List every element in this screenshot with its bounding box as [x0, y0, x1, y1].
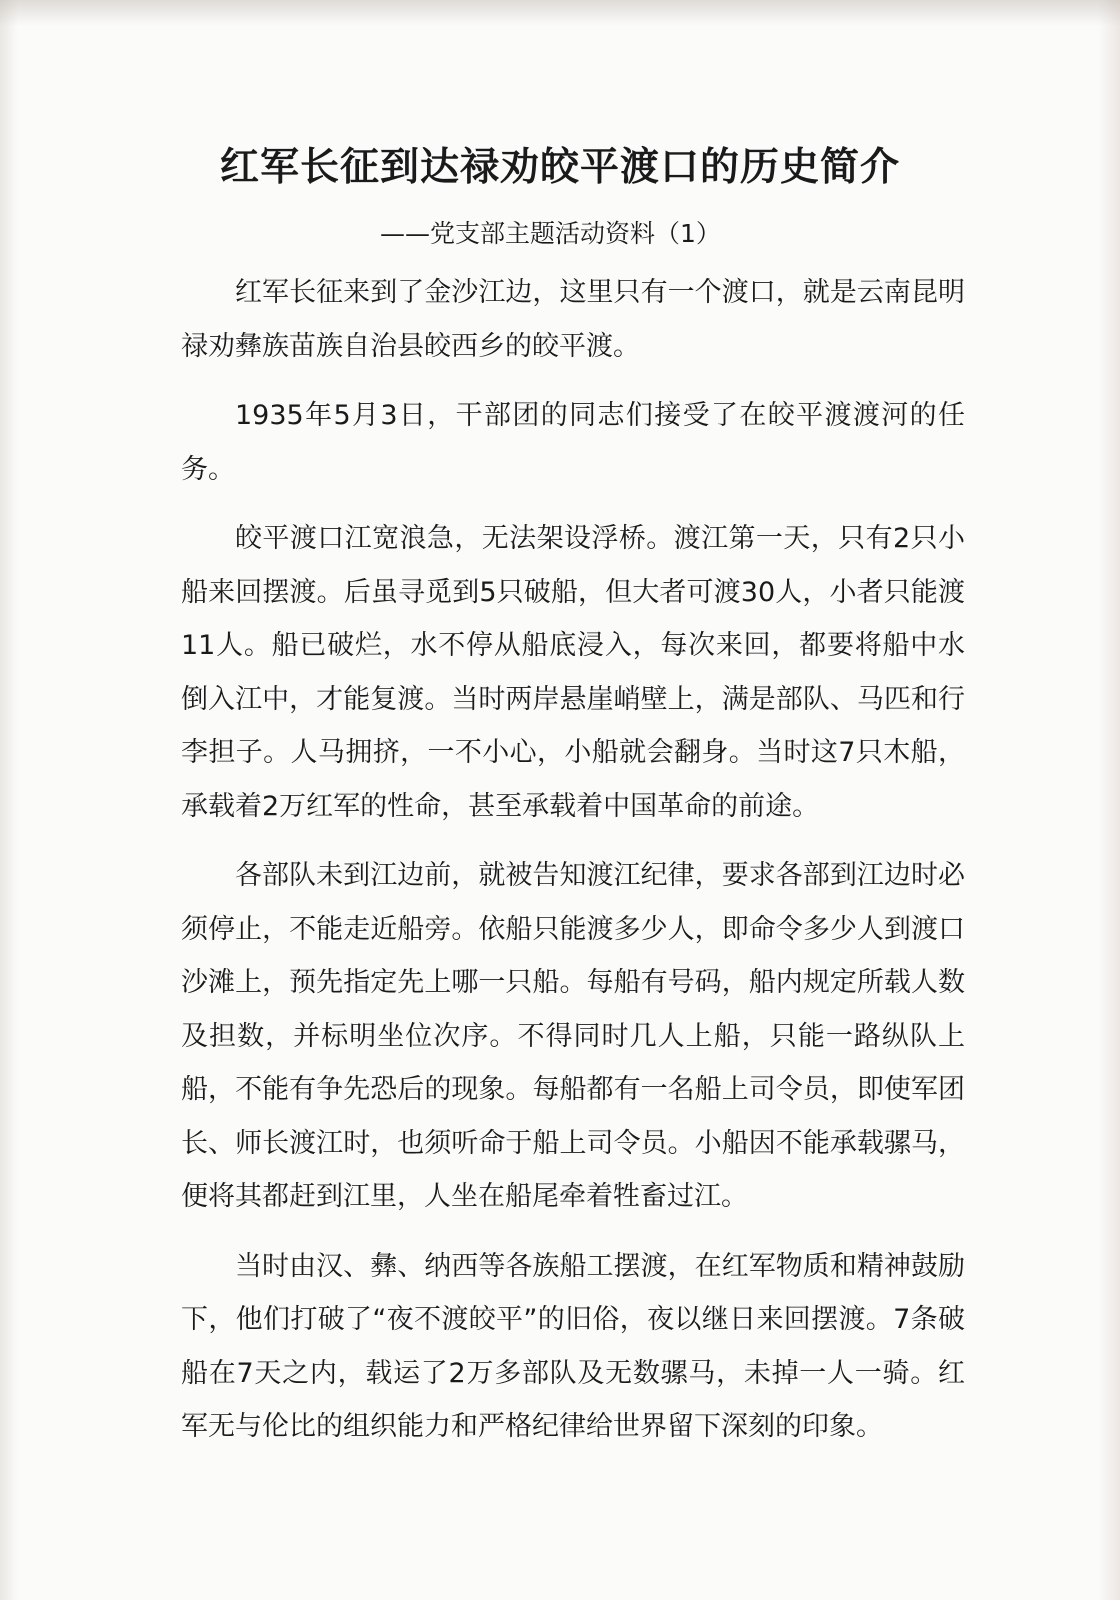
paragraph-2: 1935年5月3日，干部团的同志们接受了在皎平渡渡河的任务。 — [181, 400, 965, 485]
paragraph-1: 红军长征来到了金沙江边，这里只有一个渡口，就是云南昆明禄劝彝族苗族自治县皎西乡的皎平渡。 — [181, 277, 965, 362]
scan-shadow-left — [0, 0, 18, 1600]
paragraph-3: 皎平渡口江宽浪急，无法架设浮桥。渡江第一天，只有2只小船来回摆渡。后虽寻觅到5只破船，但大者可渡30人，小者只能渡11人。船已破烂，水不停从船底浸入，每次来回，都要将船中水倒入江中，才能复渡。当时两岸悬崖峭壁上，满是部队、马匹和行李担子。人马拥挤，一不小心，小船就会翻身。当时这7只木船，承载着2万红军的性命，甚至承载着中国革命的前途。 — [181, 523, 965, 822]
document-body — [181, 266, 965, 1470]
paragraph-5: 当时由汉、彝、纳西等各族船工摆渡，在红军物质和精神鼓励下，他们打破了“夜不渡皎平”的旧俗，夜以继日来回摆渡。7条破船在7天之内，载运了2万多部队及无数骡马，未掉一人一骑。红军无与伦比的组织能力和严格纪律给世界留下深刻的印象。 — [181, 1250, 965, 1442]
scan-shadow-top — [0, 0, 1120, 26]
paragraph-4: 各部队未到江边前，就被告知渡江纪律，要求各部到江边时必须停止，不能走近船旁。依船只能渡多少人，即命令多少人到渡口沙滩上，预先指定先上哪一只船。每船有号码，船内规定所载人数及担数，并标明坐位次序。不得同时几人上船，只能一路纵队上船，不能有争先恐后的现象。每船都有一名船上司令员，即使军团长、师长渡江时，也须听命于船上司令员。小船因不能承载骡马，便将其都赶到江里，人坐在船尾牵着牲畜过江。 — [181, 860, 965, 1212]
document-title: 红军长征到达禄劝皎平渡口的历史简介 — [219, 144, 900, 190]
scan-shadow-right — [1098, 0, 1120, 1600]
document-subtitle: ——党支部主题活动资料（1） — [380, 219, 721, 248]
